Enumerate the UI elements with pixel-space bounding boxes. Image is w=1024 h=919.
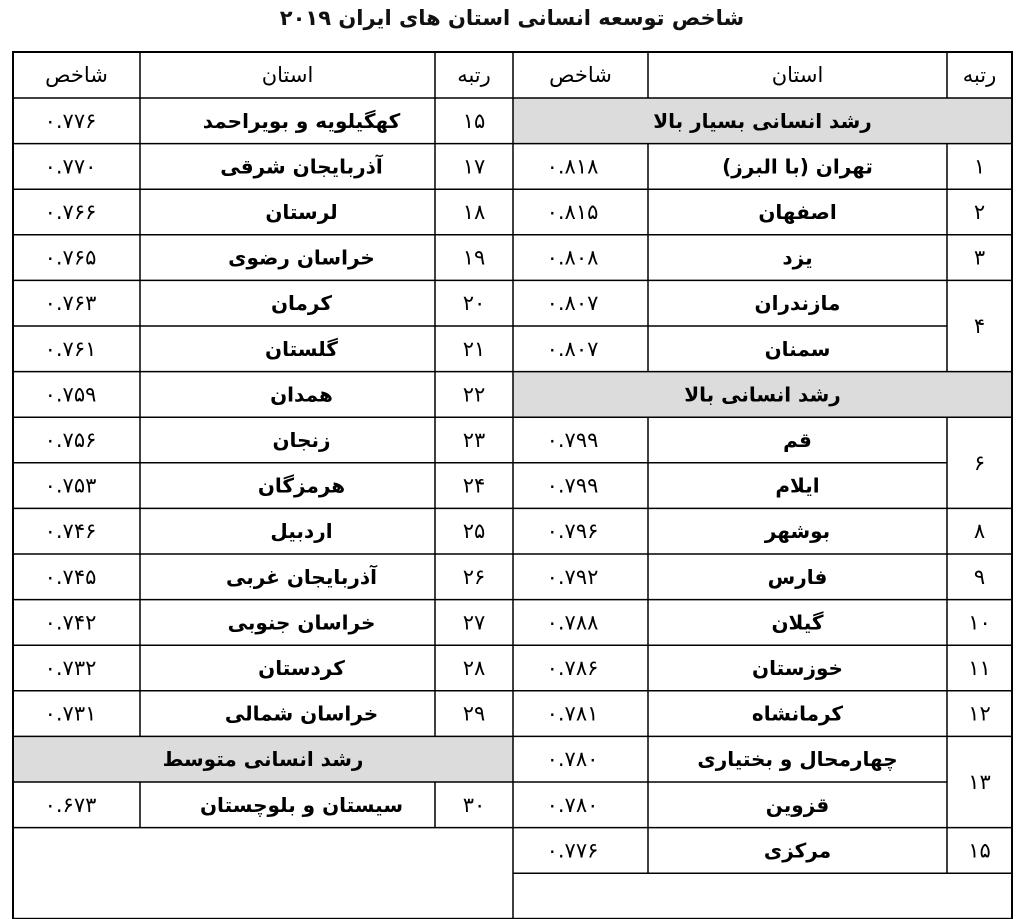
rank-cell: ۱۰: [968, 610, 991, 635]
index-cell: ۰.۷۶۱: [44, 336, 97, 361]
group-label-high: رشد انسانی بالا: [684, 382, 841, 407]
rank-cell: ۱۲: [968, 701, 991, 726]
province-cell: لرستان: [265, 200, 338, 224]
province-cell: گلستان: [265, 336, 338, 361]
index-cell: ۰.۷۷۶: [546, 838, 599, 863]
rank-cell: ۱۱: [968, 656, 991, 680]
province-cell: فارس: [767, 564, 828, 589]
province-cell: خراسان شمالی: [224, 701, 379, 726]
index-cell: ۰.۸۰۸: [546, 245, 599, 270]
index-cell: ۰.۸۱۵: [546, 200, 599, 224]
province-cell: آذربایجان غربی: [226, 564, 377, 589]
province-cell: سمنان: [764, 336, 831, 361]
index-cell: ۰.۷۳۲: [44, 656, 97, 680]
rank-cell: ۱۹: [462, 245, 486, 270]
header-province-left: استان: [261, 63, 314, 87]
index-cell: ۰.۷۹۹: [546, 473, 599, 498]
index-cell: ۰.۷۶۳: [44, 291, 97, 316]
index-cell: ۰.۷۵۳: [44, 473, 97, 498]
index-cell: ۰.۷۷۶: [44, 108, 97, 133]
group-label-medium: رشد انسانی متوسط: [162, 747, 364, 772]
rank-cell: ۲۰: [462, 291, 486, 316]
index-cell: ۰.۷۶۶: [44, 200, 97, 224]
province-cell: بوشهر: [764, 519, 831, 544]
province-cell: کهگیلویه و بویراحمد: [202, 108, 401, 133]
province-cell: اردبیل: [270, 519, 333, 544]
rank-cell: ۱۷: [462, 154, 486, 179]
province-cell: ایلام: [775, 473, 820, 498]
index-cell: ۰.۸۰۷: [546, 336, 599, 361]
index-cell: ۰.۷۸۱: [546, 701, 599, 726]
index-cell: ۰.۶۷۳: [44, 792, 97, 817]
province-cell: چهارمحال و بختیاری: [697, 747, 898, 772]
province-cell: سیستان و بلوچستان: [199, 792, 404, 817]
index-cell: ۰.۷۴۶: [44, 519, 97, 544]
rank-cell: ۲۹: [462, 701, 486, 726]
rank-cell: ۱۵: [462, 108, 486, 133]
rank-cell: ۹: [973, 564, 986, 589]
province-cell: همدان: [270, 382, 333, 407]
index-cell: ۰.۷۹۲: [546, 564, 599, 589]
header-index-right: شاخص: [549, 63, 612, 87]
index-cell: ۰.۷۵۹: [44, 382, 97, 407]
rank-cell: ۸: [973, 519, 986, 544]
province-cell: آذربایجان شرقی: [220, 154, 383, 179]
index-cell: ۰.۷۹۹: [546, 428, 599, 452]
rank-cell: ۲۸: [462, 656, 486, 680]
province-cell: خراسان رضوی: [228, 245, 375, 270]
rank-cell: ۳: [973, 245, 986, 270]
rank-cell: ۲۱: [462, 336, 486, 361]
province-cell: تهران (با البرز): [722, 154, 873, 179]
province-cell: کرمانشاه: [751, 701, 844, 726]
province-cell: هرمزگان: [257, 473, 346, 498]
index-cell: ۰.۸۱۸: [546, 154, 599, 179]
province-cell: مازندران: [754, 291, 841, 316]
group-label-very-high: رشد انسانی بسیار بالا: [653, 108, 872, 133]
index-cell: ۰.۷۴۲: [44, 610, 97, 635]
index-cell: ۰.۷۹۶: [546, 519, 599, 544]
province-cell: خراسان جنوبی: [227, 610, 376, 635]
rank-cell: ۱۸: [462, 200, 486, 224]
index-cell: ۰.۷۸۶: [546, 656, 599, 680]
rank-cell: ۱: [973, 154, 986, 179]
rank-cell: ۲۴: [462, 473, 486, 498]
rank-cell: ۱۵: [968, 838, 991, 863]
index-cell: ۰.۷۸۰: [546, 747, 599, 772]
index-cell: ۰.۷۶۵: [44, 245, 97, 270]
index-cell: ۰.۷۵۶: [44, 428, 97, 452]
index-cell: ۰.۸۰۷: [546, 291, 599, 316]
page-title: شاخص توسعه انسانی استان های ایران ۲۰۱۹: [279, 6, 745, 30]
rank-cell: ۲۲: [462, 382, 486, 407]
province-cell: خوزستان: [752, 656, 843, 680]
province-cell: گیلان: [771, 610, 824, 635]
rank-cell: ۲۳: [462, 428, 486, 452]
rank-cell: ۶: [973, 450, 986, 475]
header-rank-left: رتبه: [457, 63, 491, 87]
province-cell: زنجان: [272, 428, 331, 452]
index-cell: ۰.۷۴۵: [44, 564, 97, 589]
province-cell: قم: [783, 428, 812, 452]
rank-cell: ۲: [973, 200, 986, 224]
rank-cell: ۲۷: [462, 610, 486, 635]
header-index-left: شاخص: [45, 63, 108, 87]
province-cell: اصفهان: [758, 200, 837, 224]
header-province-right: استان: [771, 63, 824, 87]
rank-cell: ۱۳: [968, 770, 991, 794]
rank-cell: ۲۵: [462, 519, 486, 544]
index-cell: ۰.۷۸۸: [546, 610, 599, 635]
header-rank-right: رتبه: [962, 63, 997, 87]
rank-cell: ۲۶: [462, 564, 486, 589]
rank-cell: ۴: [973, 314, 986, 338]
index-cell: ۰.۷۳۱: [44, 701, 97, 726]
rank-cell: ۳۰: [462, 792, 486, 817]
index-cell: ۰.۷۷۰: [44, 154, 97, 179]
province-cell: یزد: [782, 245, 813, 270]
index-cell: ۰.۷۸۰: [546, 792, 599, 817]
province-cell: قزوین: [765, 792, 830, 817]
province-cell: مرکزی: [763, 838, 832, 863]
province-cell: کرمان: [270, 291, 333, 316]
province-cell: کردستان: [258, 656, 345, 680]
